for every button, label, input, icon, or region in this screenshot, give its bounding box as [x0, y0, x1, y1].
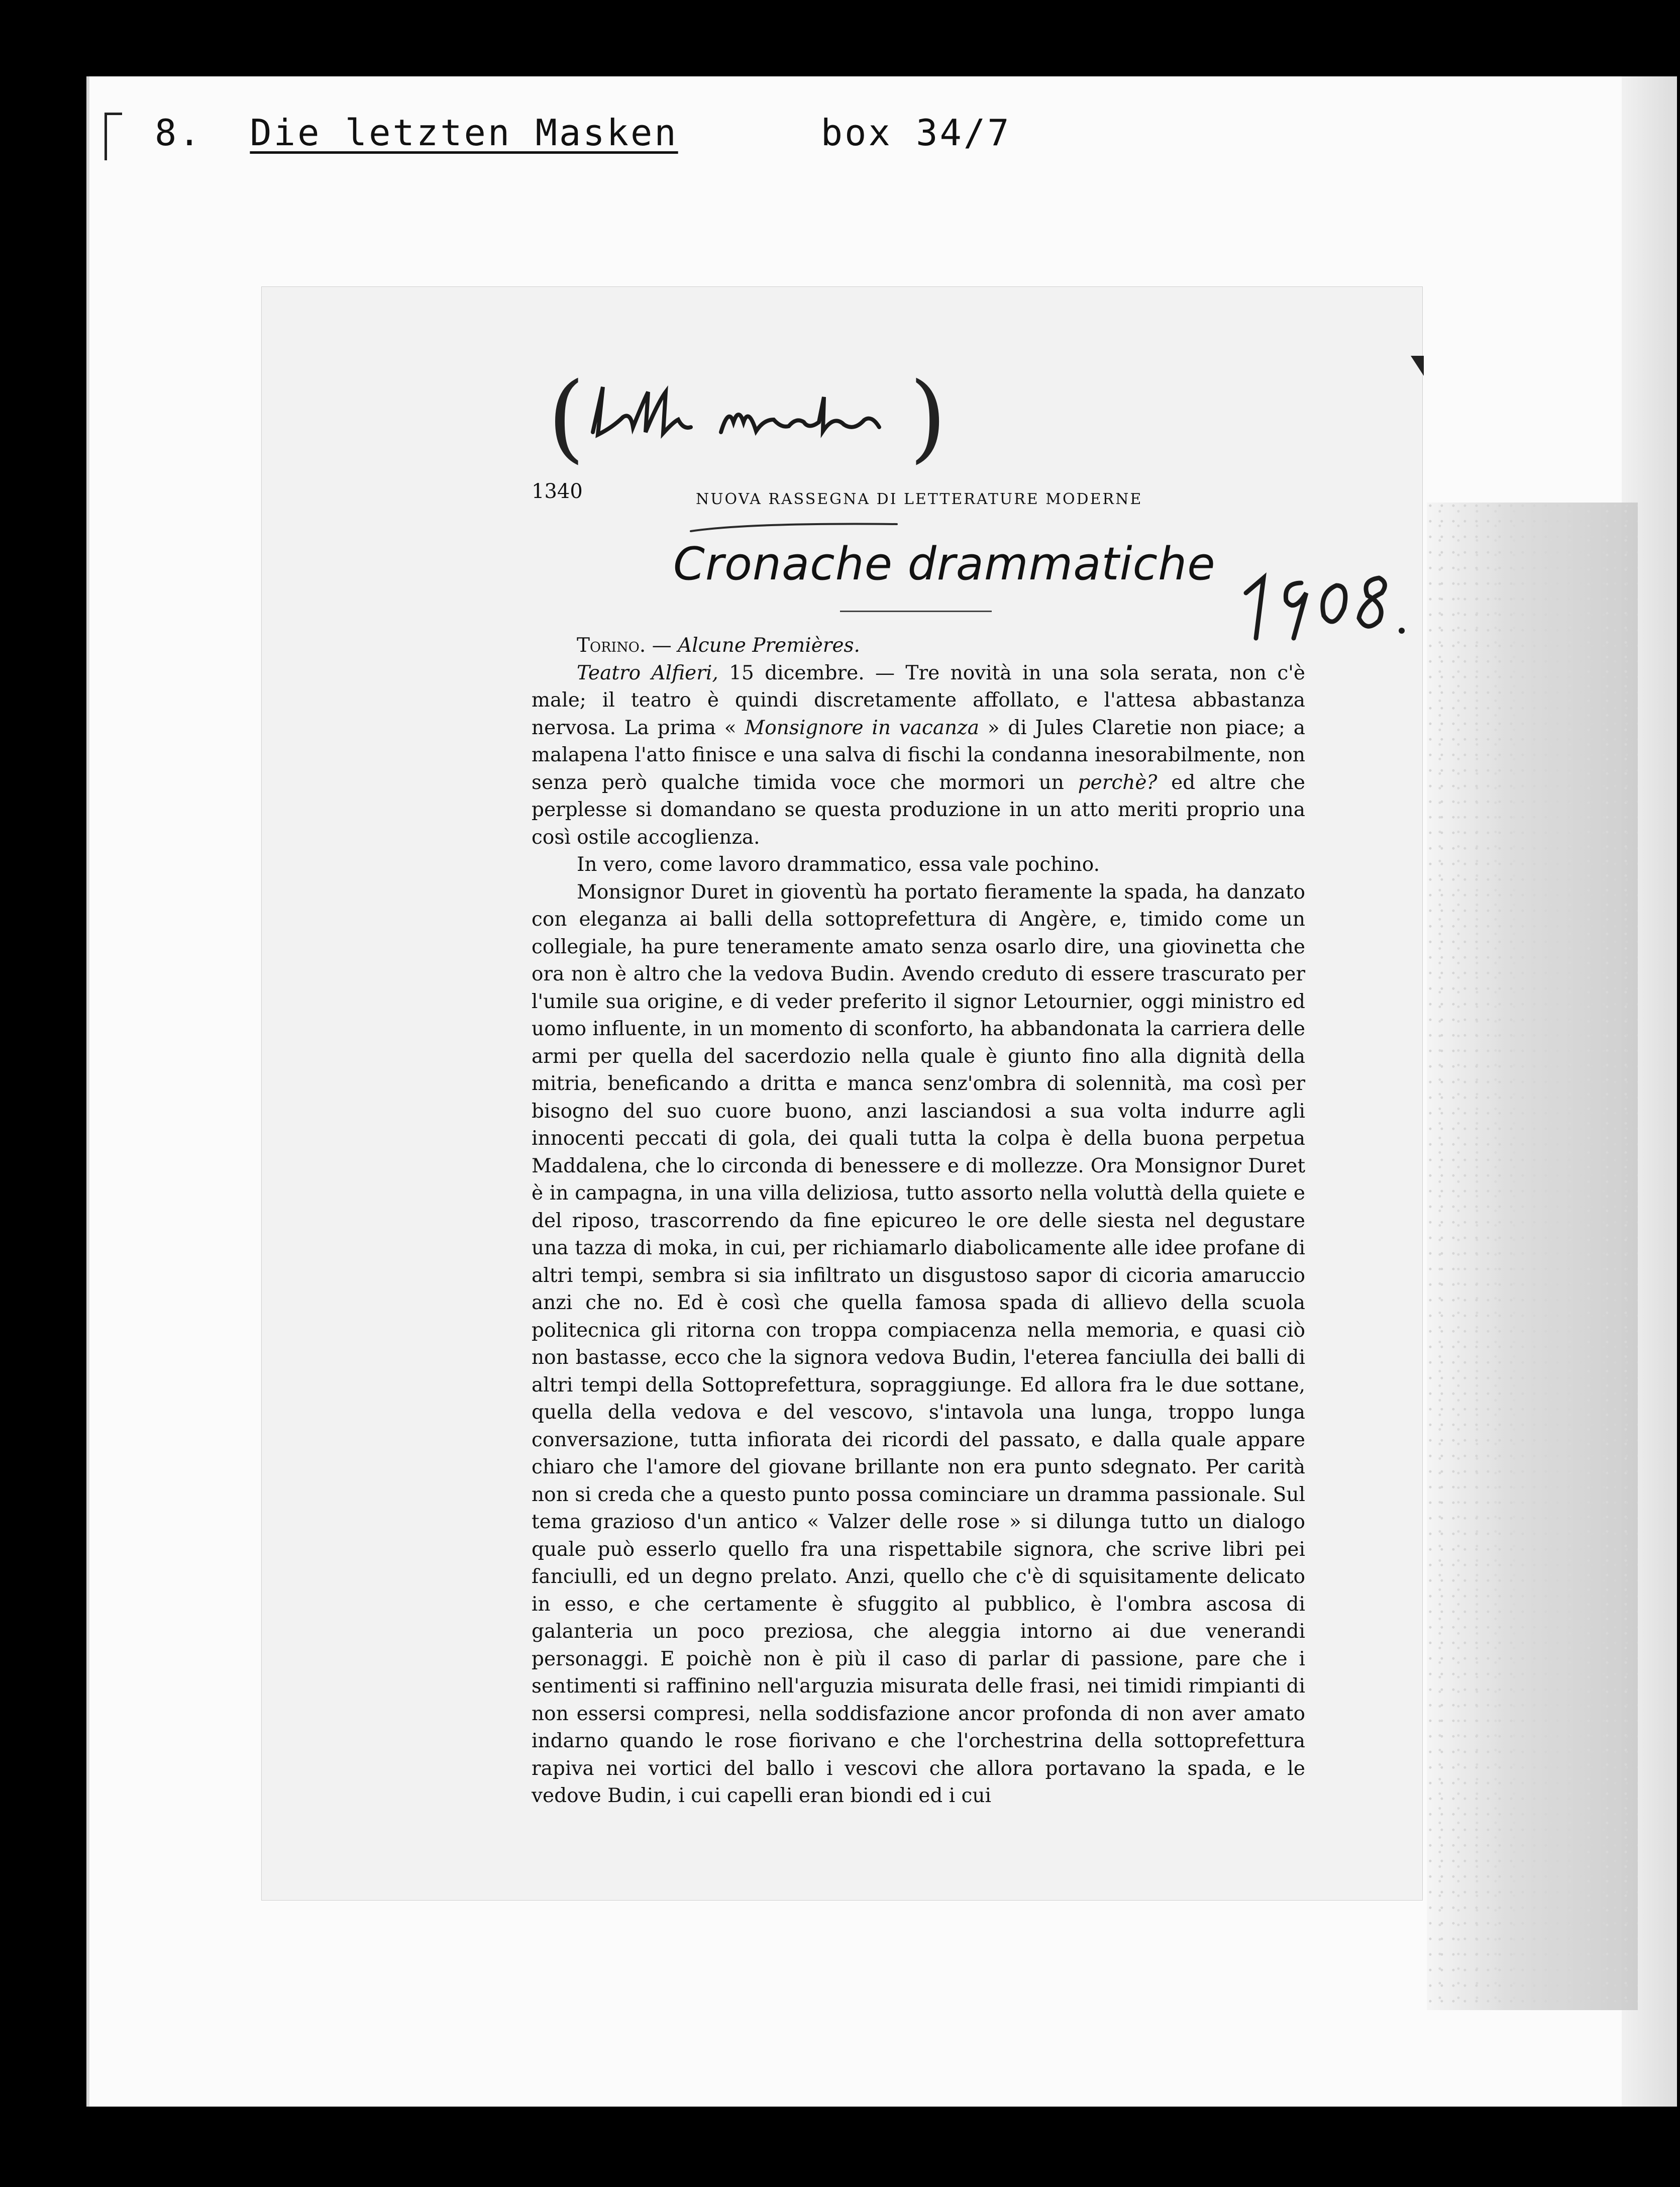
handwritten-paren-left: ( — [548, 362, 585, 473]
heading-rule — [840, 611, 992, 612]
paragraph-1-text-b: » di Jules Claretie non piace; a malapena l'atto finisce e una salva di fischi la condanna inesorabilmente, non senza però qualche timida voce che mormori un — [532, 716, 1305, 794]
article-dateline — [532, 632, 1305, 660]
play-title: Monsignore in vacanza — [745, 716, 979, 739]
handwritten-paren-right: ) — [909, 362, 947, 473]
archive-box: box 34/7 — [820, 112, 1011, 154]
handwritten-year — [1236, 563, 1427, 643]
card-texture-area — [1427, 503, 1638, 2010]
journal-title: NUOVA RASSEGNA DI LETTERATURE MODERNE — [696, 490, 1143, 508]
dateline-location: Torino. — [577, 634, 646, 657]
handwritten-note — [548, 362, 950, 473]
article-paragraph-2: In vero, come lavoro drammatico, essa vale pochino. — [577, 853, 1100, 876]
paragraph-1-text-a: 15 dicembre. — Tre novità in una sola serata, non c'è male; il teatro è quindi discretamente affollato, e l'attesa abbastanza nervosa. La prima « — [532, 661, 1305, 739]
article-paragraph-3: Monsignor Duret in gioventù ha portato fieramente la spada, ha danzato con eleganza ai balli della sottoprefettura di Angère, e, timido come un collegiale, ha pure teneramente amato senza osarlo dire, una giovinetta che ora non è altro che la vedova Budin. Avendo creduto di essere trascurato per l'umile sua origine, e di veder preferito il signor Letournier, oggi ministro ed uomo influente, in un momento di sconforto, ha abbandonata la carriera delle armi per quella del sacerdozio nella quale è giunto fino alla dignità della mitria, beneficando a dritta e manca senz'ombra di solennità, ma così per bisogno del suo cuore buono, anzi lasciandosi a sua volta indurre agli innocenti peccati di gola, dei quali tutta la colpa è della buona perpetua Maddalena, che lo circonda di benessere e di mollezze. Ora Monsignor Duret è in campagna, in una villa deliziosa, tutto assorto nella voluttà della quiete e del riposo, trascorrendo da fine epicureo le ore delle siesta nel degustare una tazza di moka, in cui, per richiamarlo diabolicamente alle idee profane di altri tempi, sembra si sia infiltrato un disgustoso sapor di cicoria amaruccio anzi che no. Ed è così che quella famosa spada di allievo della scuola politecnica gli ritorna con troppa compiacenza nella memoria, e quasi ciò non bastasse, ecco che la signora vedova Budin, l'eterea fanciulla dei balli di altri tempi della Sottoprefettura, sopraggiunge. Ed allora fra le due sottane, quella della vedova e del vescovo, s'intavola una lunga, troppo lunga conversazione, tutta infiorata dei ricordi del passato, e dalla quale appare chiaro che l'amore del giovane brillante non era punto sdegnato. Per carità non si creda che a questo punto possa cominciare un dramma passionale. Sul tema grazioso d'un antico « Valzer delle rose » si dilunga tutto un dialogo quale può esserlo quello fra una rispettabile signora, che scrive libri pei fanciulli, ed un degno prelato. Anzi, quello che c'è di squisitamente delicato in esso, e che certamente è sfuggito al pubblico, è l'ombra ascosa di galanteria un poco preziosa, che aleggia intorno ai due venerandi personaggi. E poichè non è più il caso di parlar di passione, pare che i sentimenti si raffinino nell'arguzia misurata delle frasi, nei timidi rimpianti di non essersi compresi, nella soddisfazione ancor profonda di non aver amato indarno quando le rose fiorivano e che l'orchestrina della sottoprefettura rapiva nei vortici del ballo i vescovi che allora portavano la spada, e le vedove Budin, i cui capelli eran biondi ed i cui — [532, 880, 1305, 1807]
handwritten-note-scribble — [583, 372, 904, 457]
page-corner-mark — [1411, 356, 1424, 376]
article-paragraph-1 — [532, 660, 1305, 852]
dateline-dash: — — [646, 634, 678, 657]
dateline-subtitle: Alcune Premières. — [678, 634, 860, 657]
archive-number: 8. — [155, 112, 202, 154]
pencil-underline — [688, 520, 899, 535]
page-number: 1340 — [532, 480, 583, 503]
article-body — [532, 632, 1305, 1810]
theatre-name: Teatro Alfieri, — [577, 661, 718, 684]
corner-bracket-mark — [104, 113, 122, 160]
archive-label — [155, 112, 1011, 154]
archive-title: Die letzten Masken — [250, 112, 678, 154]
handwritten-year-scribble — [1236, 563, 1427, 643]
section-heading: Cronache drammatiche — [673, 538, 1216, 590]
paragraph-1-text-c: ed altre che perplesse si domandano se questa produzione in un atto meriti proprio una così ostile accoglienza. — [532, 771, 1305, 849]
perche-word: perchè? — [1078, 771, 1158, 794]
